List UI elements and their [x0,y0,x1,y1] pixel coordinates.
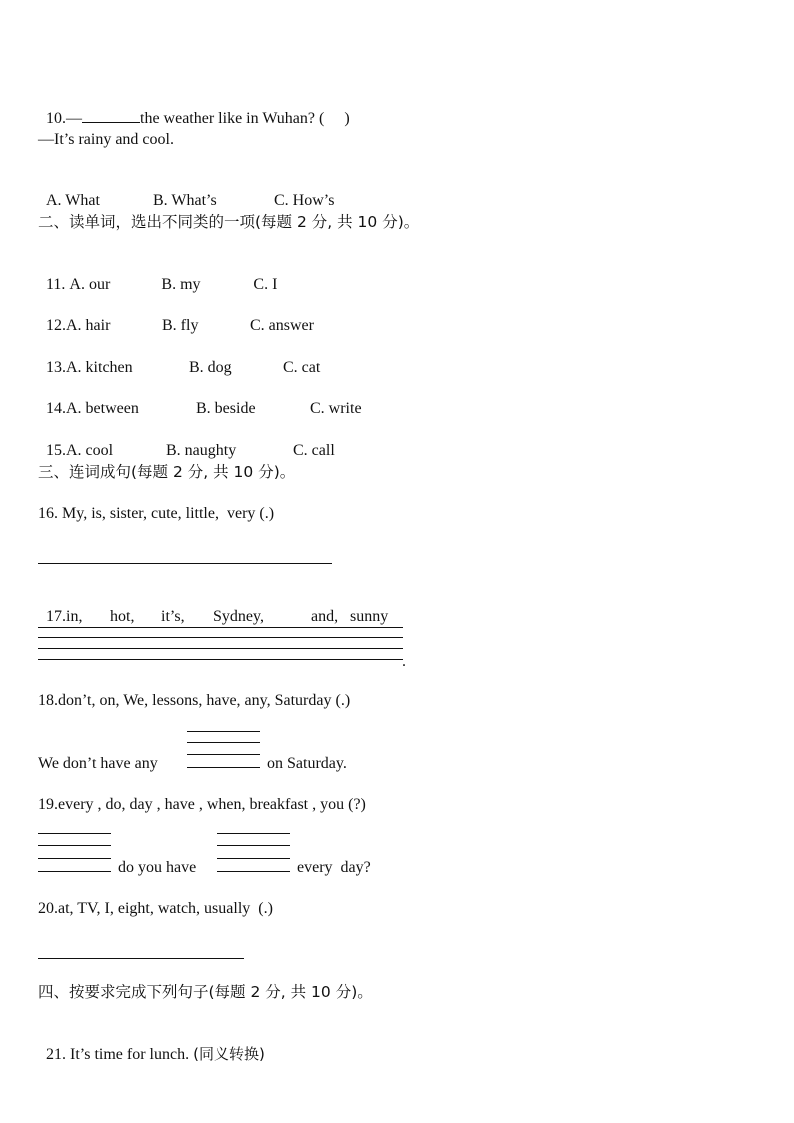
q18-sentence-after: on Saturday. [267,755,347,772]
q10-blank[interactable] [82,108,140,123]
q19-after: every day? [297,859,371,876]
q14-option-a: A. between [66,400,139,417]
q17-word-3: it’s, [161,608,185,625]
q19-blank2-line-2[interactable] [217,845,290,846]
q19-blank2-line-1[interactable] [217,833,290,834]
q19-blank1-line-1[interactable] [38,833,111,834]
section-2-title: 二、读单词，选出不同类的一项(每题 2 分, 共 10 分)。 [38,213,420,231]
q10-dash: — [66,110,82,127]
q18-blank-line-3[interactable] [187,754,260,755]
question-18: 18.don’t, on, We, lessons, have, any, Saturday (.) [38,692,351,709]
q12-option-a: A. hair [66,317,111,334]
q18-blank-line-2[interactable] [187,742,260,743]
q18-blank-line-1[interactable] [187,731,260,732]
q13-option-b: B. dog [189,359,232,376]
question-20: 20.at, TV, I, eight, watch, usually (.) [38,900,273,917]
q19-blank1-line-4[interactable] [38,871,111,872]
q10-stem: the weather like in Wuhan? ( ) [140,110,350,127]
q15-option-b: B. naughty [166,442,237,459]
q10-answer-line: —It’s rainy and cool. [38,131,174,148]
q16-answer-line[interactable] [38,563,332,564]
q19-blank1-line-3[interactable] [38,858,111,859]
question-10 [38,88,350,129]
question-17 [38,587,388,627]
q17-answer-line-3[interactable] [38,648,403,649]
q17-word-6: sunny [350,608,389,625]
q17-end-mark: . [402,653,406,670]
q21-text: 21. It’s time for lunch. [46,1046,194,1063]
q14-option-c: C. write [310,400,362,417]
q13-number: 13. [46,359,66,376]
q13-option-a: A. kitchen [66,359,133,376]
q10-option-c: C. How’s [274,192,335,209]
q17-word-4: Sydney, [213,608,264,625]
q18-sentence-before: We don’t have any [38,755,158,772]
question-21 [38,1024,265,1065]
q13-option-c: C. cat [283,359,321,376]
section-3-title: 三、连词成句(每题 2 分, 共 10 分)。 [38,463,296,481]
question-15 [38,421,335,461]
q15-option-c: C. call [293,442,335,459]
q15-option-a: A. cool [66,442,114,459]
section-4-title: 四、按要求完成下列句子(每题 2 分, 共 10 分)。 [38,983,373,1001]
q19-blank2-line-4[interactable] [217,871,290,872]
question-19: 19.every , do, day , have , when, breakfast , you (?) [38,796,366,813]
q19-blank2-line-3[interactable] [217,858,290,859]
question-13 [38,338,320,378]
question-12 [38,296,314,336]
q11-number: 11. [46,276,66,293]
q21-hint: (同义转换) [193,1045,265,1063]
question-11 [38,255,277,295]
question-16: 16. My, is, sister, cute, little, very (.) [38,505,275,522]
q10-option-b: B. What’s [153,192,217,209]
q11-option-a: A. our [69,276,111,293]
q17-answer-line-1[interactable] [38,627,403,628]
q14-option-b: B. beside [196,400,256,417]
q17-word-5: and, [311,608,339,625]
q18-blank-line-4[interactable] [187,767,260,768]
question-14 [38,379,362,419]
q14-number: 14. [46,400,66,417]
q17-word-1: 17.in, [46,608,83,625]
q17-word-2: hot, [110,608,135,625]
q17-answer-line-4[interactable] [38,659,403,660]
q12-option-b: B. fly [162,317,199,334]
q10-options [38,171,334,211]
q12-number: 12. [46,317,66,334]
q19-middle: do you have [118,859,197,876]
q10-number: 10. [46,110,66,127]
q20-answer-line[interactable] [38,958,244,959]
q19-blank1-line-2[interactable] [38,845,111,846]
q15-number: 15. [46,442,66,459]
q11-option-c: C. I [253,276,278,293]
q10-option-a: A. What [46,192,100,209]
q12-option-c: C. answer [250,317,314,334]
q11-option-b: B. my [161,276,201,293]
q17-answer-line-2[interactable] [38,637,403,638]
